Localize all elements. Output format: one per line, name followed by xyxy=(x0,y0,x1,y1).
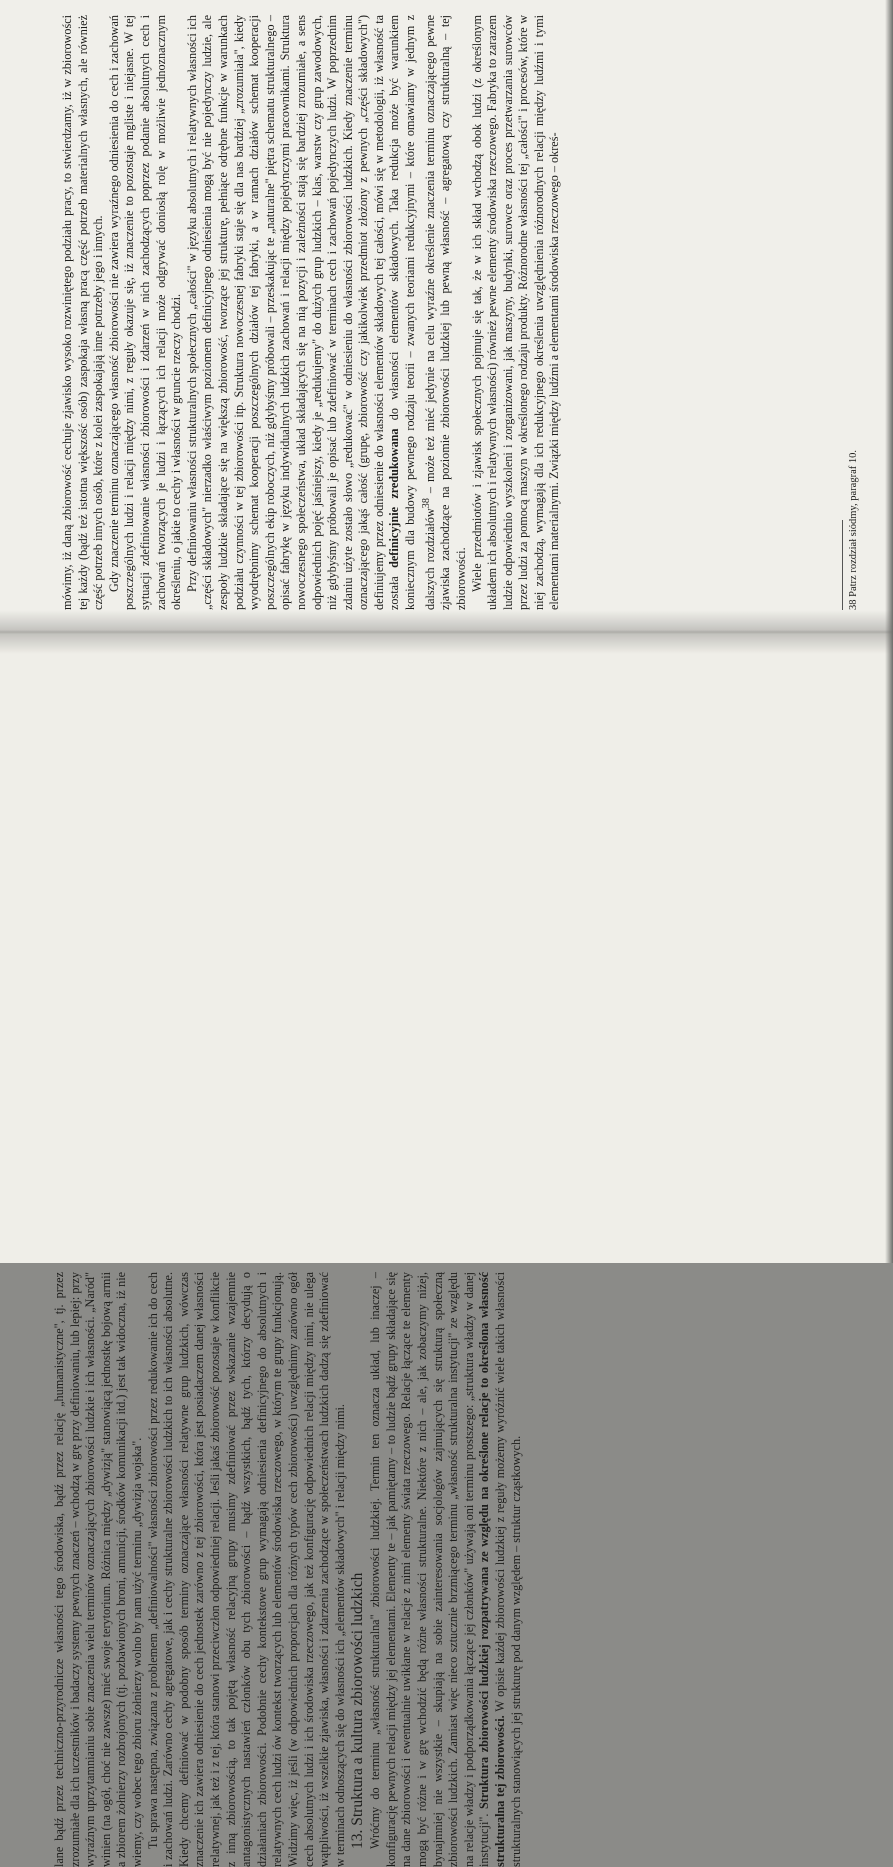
paragraph xyxy=(368,1272,524,1867)
bold-definition: Struktura zbiorowości ludzkiej rozpatrywana ze względu na określone relacje to określona własność strukturalna tej zbiorowości. xyxy=(477,1272,508,1867)
right-page-text xyxy=(52,1272,852,1867)
paragraph-text: Wróćmy do terminu „własność strukturalna" zbiorowości ludzkiej. Termin ten oznacza układ, lub inaczej – konfigurację pewnych relacji między jej elementami. Elementy te – jak pamiętamy – to ludzie bądź grupy składające się na dane zbiorowości i ewentualnie uwikłane w relacje z nimi elementy świata rzeczowego. Relacje łączące te elementy mogą być różne i w grę wchodzić będą różne własności strukturalne. Niektóre z nich – ale, jak zobaczymy niżej, bynajmniej nie wszystkie – skupiają na sobie zainteresowania socjologów zajmujących się strukturą społeczną zbiorowości ludzkich. Zamiast więc nieco sztucznie brzmiącego terminu „własność strukturalna instytucji" ze względu na relacje władzy i podporządkowania łączące jej członków" używają oni terminu prostszego: „struktura władzy w danej instytucji". xyxy=(368,1272,492,1867)
footnote-rule xyxy=(842,520,843,610)
paragraph-text: warunkiem koniecznym dla budowy pewnego rodzaju teorii – zwanych teoriami redukcyjnymi – które omawiamy w jednym z dalszych rozdziałów xyxy=(387,14,437,610)
paragraph xyxy=(185,15,470,610)
footnote xyxy=(836,450,860,610)
paragraph: mówimy, iż daną zbiorowość cechuje zjawisko wysoko rozwiniętego podziału pracy, to stwierdzamy, iż w zbiorowości tej każdy (bądź też istotna większość osób) zaspokaja własną pracą część potrzeb materialnych własnych, ale również część potrzeb innych osób, które z kolei zaspokajają inne potrzeby jego i innych. xyxy=(60,15,106,610)
paragraph: Wiele przedmiotów i zjawisk społecznych pojmuje się tak, że w ich skład wchodzą obok ludzi (z określonym układem ich absolutnych i relatywnych własności) również pewne elementy środowiska rzeczowego. Fabryka to zarazem ludzie odpowiednio wyszkoleni i zorganizowani, jak maszyny, budynki, surowce oraz proces przetwarzania surowców przez ludzi za pomocą maszyn w określonego rodzaju produkty. Różnorodne własności tej „całości" i procesów, które w niej zachodzą, wymagają dla ich redukcyjnego określenia uwzględnienia różnorodnych relacji między ludźmi i tymi elementami materialnymi. Związki między ludźmi a elementami środowiska rzeczowego – okreś- xyxy=(469,15,562,610)
paragraph: Tu sprawa następna, związana z problemem „definiowalności" własności zbiorowości przez redukowanie ich do cech i zachowań ludzi. Zarówno cechy agregatowe, jak i cechy strukturalne zbiorowości ludzkich to ich własności absolutne. Kiedy chcemy definiować w podobny sposób terminy oznaczające własności relatywne grup ludzkich, wówczas znaczenie ich zawiera odniesienie do cech jednostek zarówno z tej zbiorowości, która jest posiadaczem danej własności relatywnej, jak też i z tej, która stanowi przeciwczłon odpowiedniej relacji. Jeśli jakaś zbiorowość pozostaje w konflikcie z inną zbiorowością, to tak pojętą własność relacyjną grupy musimy zdefiniować przez wskazanie wzajemnie antagonistycznych nastawień członków obu tych zbiorowości – bądź wszystkich, bądź tych, którzy decydują o działaniach zbiorowości. Podobnie cechy kontekstowe grup wymagają odniesienia definicyjnego do absolutnych i relatywnych cech ludzi ów kontekst tworzących lub elementów środowiska rzeczowego, w którym te grupy funkcjonują. Widzimy więc, iż jeśli (w odpowiednich proporcjach dla różnych typów cech zbiorowości) uwzględnimy zarówno ogół cech absolutnych ludzi i ich środowiska rzeczowego, jak też konfigurację odpowiednich relacji między nimi, nie ulega wątpliwości, iż wszelkie zjawiska, własności i zdarzenia zachodzące w społeczeństwach ludzkich dadzą się zdefiniować w terminach odnoszących się do własności ich „elementów składowych" i relacji między nimi. xyxy=(145,1272,347,1867)
footnote-marker: 38 xyxy=(848,599,859,610)
right-page xyxy=(0,632,893,1867)
footnote-marker: 38 xyxy=(420,498,432,509)
section-heading: 13. Struktura a kultura zbiorowości ludzkich xyxy=(349,1572,367,1849)
paragraph: Gdy znaczenie terminu oznaczającego własność zbiorowości nie zawiera wyraźnego odniesienia do cech i zachowań poszczególnych ludzi i relacji między nimi, z reguły okazuje się, iż znaczenie to pozostaje mgliste i niejasne. W tej sytuacji zdefiniowanie własności zbiorowości i zdarzeń w nich zachodzących poprzez podanie absolutnych cech i zachowań tworzących je ludzi i łączących ich relacji może odgrywać doniosłą rolę w możliwie jednoznacznym określeniu, o jakie to cechy i własności w gruncie rzeczy chodzi. xyxy=(106,15,184,610)
paragraph-text: – może też mieć jedynie na celu wyraźne określenie znaczenia terminu oznaczającego pewne zjawiska zachodzące na poziomie zbiorowości ludzkiej lub pewną własność – agregatową czy strukturalną – tej zbiorowości. xyxy=(422,15,468,610)
paragraph: lane bądź przez techniczno-przyrodnicze własności tego środowiska, bądź przez relację „humanistyczne", tj. przez zrozumiałe dla ich uczestników i badaczy systemy pewnych znaczeń – wchodzą w grę przy definiowaniu, lub lepiej: przy wyraźnym uprzytamnianiu sobie znaczenia wielu terminów oznaczających zbiorowości ludzkie i ich własności. „Naród" winien (na ogół, choć nie zawsze) mieć swoje terytorium. Różnica między „dywizją" stanowiącą jednostkę bojową armii a zbiorem żołnierzy rozbrojonych (tj. pozbawionych broni, amunicji, środków komunikacji itd.) jest tak widoczna, iż nie wiemy, czy wobec tego zbioru żołnierzy wolno by nam użyć terminu „dywizja wojska". xyxy=(52,1272,144,1867)
footnote-text: Patrz rozdział siódmy, paragraf 10. xyxy=(848,450,859,597)
paragraph-text: Przy definiowaniu własności strukturalnych społecznych „całości" w języku absolutnych i relatywnych własności ich „części składowych" nierzadko właściwym poziomem definicyjnego odniesienia mogą być nie pojedynczy ludzie, ale zespoły ludzkie składające się na większą zbiorowość, tworzące jej strukturę, pełniące odrębne funkcje w warunkach podziału czynności w tej zbiorowości itp. Struktura nowoczesnej fabryki staje się dla nas bardziej „zrozumiała", kiedy wyodrębnimy schemat kooperacji poszczególnych działów tej fabryki, a w ramach działów schemat kooperacji poszczególnych ekip roboczych, niż gdybyśmy próbowali – przeskakując te „naturalne" piętra schematu strukturalnego – opisać fabrykę w języku indywidualnych ludzkich zachowań i relacji między pojedynczymi pracownikami. Struktura nowoczesnego społeczeństwa, układ składających się na nią pozycji i zależności stają się bardziej zrozumiałe, a sens odpowiednich pojęć jaśniejszy, kiedy je „redukujemy" do dużych grup ludzkich – klas, warstw czy grup zawodowych, niż gdybyśmy próbowali je opisać lub zdefiniować w terminach cech i zachowań pojedynczych ludzi. W poprzednim zdaniu użyte zostało słowo „redukować" w odniesieniu do własności zbiorowości ludzkich. Kiedy znaczenie terminu oznaczającego jakąś całość (grupę, zbiorowość czy jakikolwiek przedmiot złożony z pewnych „części składowych") definiujemy przez odniesienie do własności elementów składowych tej całości, mówi się w metodologii, iż własność ta została xyxy=(184,15,402,610)
left-page xyxy=(0,0,893,632)
page-edge-shadow xyxy=(885,0,893,1263)
bold-term: definicyjnie zredukowana xyxy=(387,428,402,568)
left-page-text xyxy=(60,15,860,610)
paragraph-text: do własności elementów składowych. Taka redukcja może być xyxy=(387,78,402,429)
paragraph-text: W opisie każdej zbiorowości ludzkiej z reguły możemy wyróżnić wiele takich własności strukturalnych stanowiących jej strukturę pod danym względem – struktur cząstkowych. xyxy=(493,1272,523,1867)
